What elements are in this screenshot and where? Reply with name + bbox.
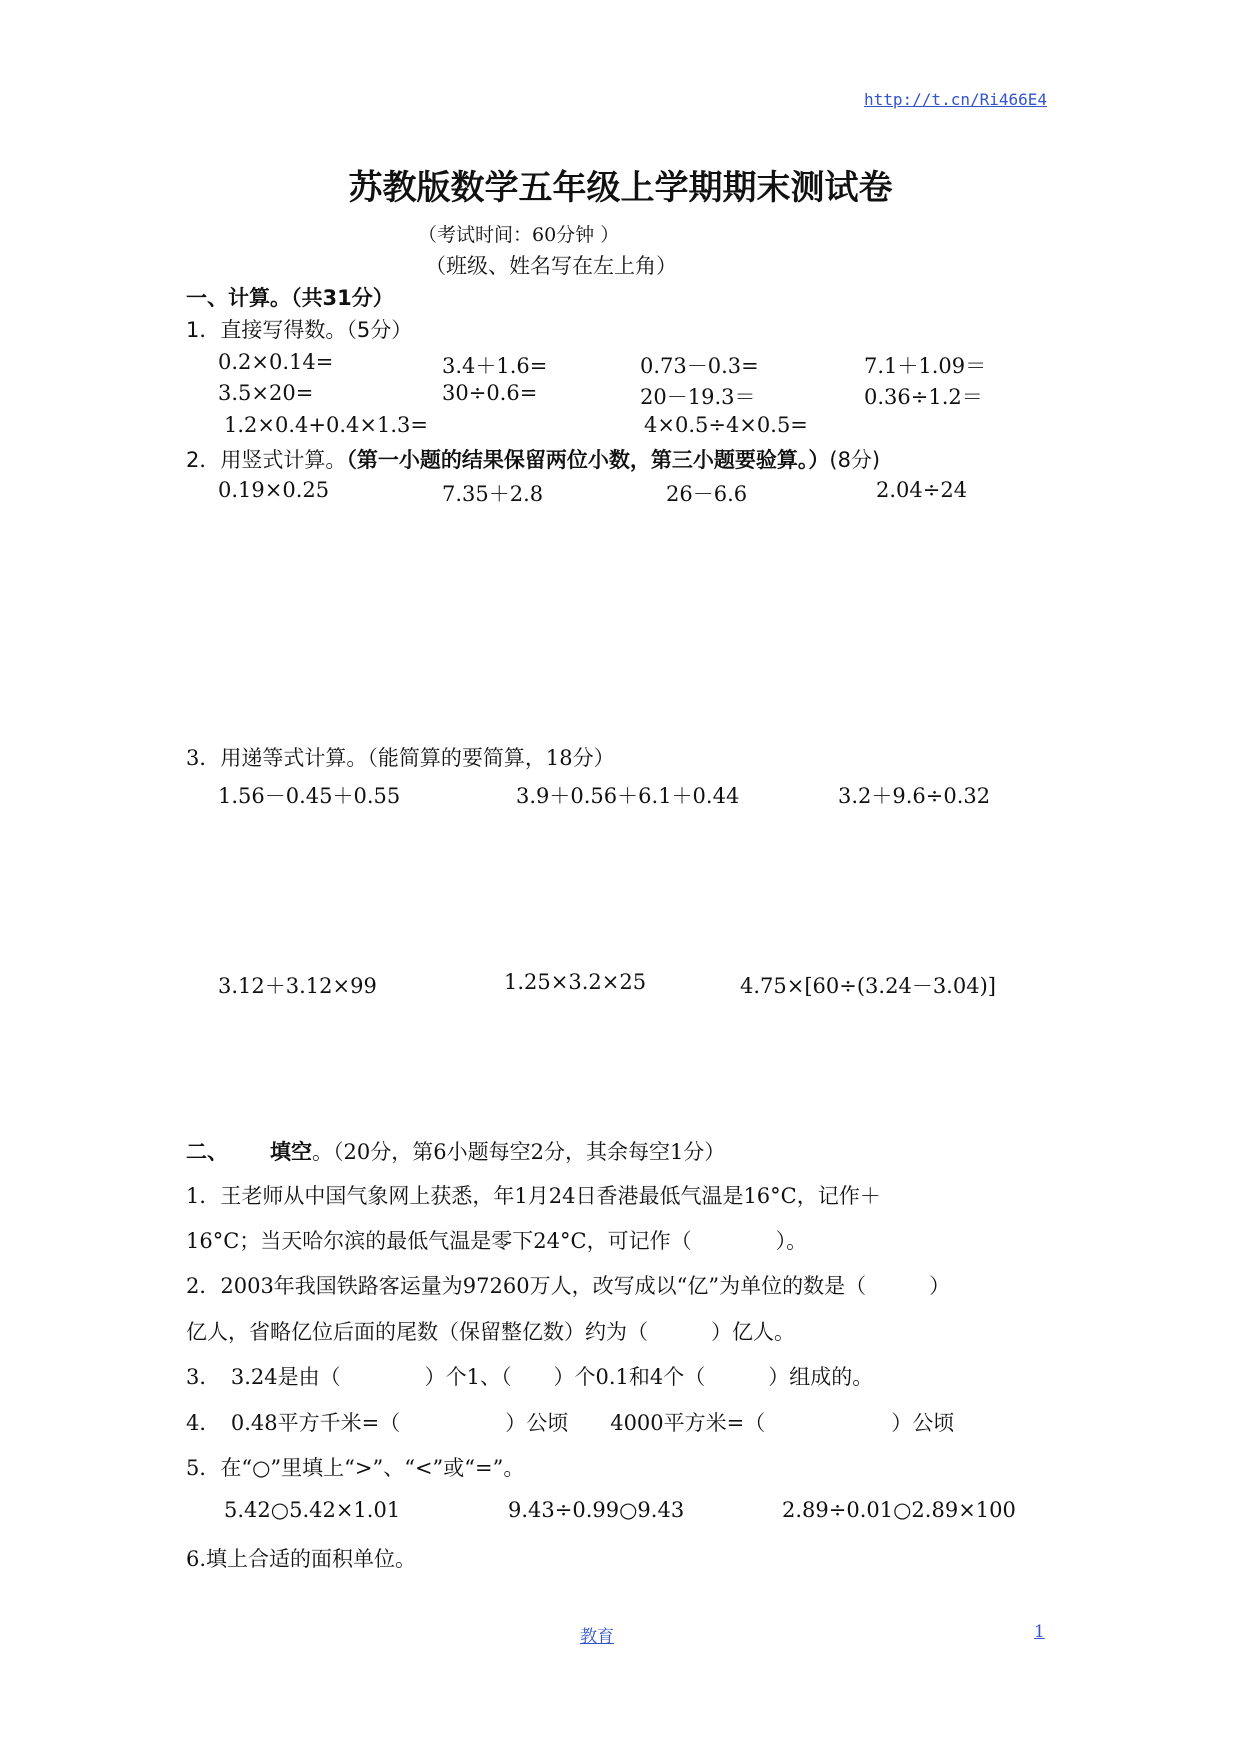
q1-item: 0.2×0.14=	[218, 350, 334, 374]
instructions: （班级、姓名写在左上角）	[425, 254, 677, 278]
page-title: 苏教版数学五年级上学期期末测试卷	[348, 168, 893, 208]
q2-item: 26－6.6	[666, 482, 748, 506]
section-2-heading	[186, 1136, 725, 1166]
q3-item: 3.2＋9.6÷0.32	[838, 784, 991, 808]
q1-item: 4×0.5÷4×0.5=	[644, 413, 808, 437]
q1-item: 3.5×20=	[218, 381, 314, 405]
fill-line: 4． 0.48平方千米=（ ）公顷 4000平方米=（ ）公顷	[186, 1411, 955, 1435]
q3-item: 3.12＋3.12×99	[218, 974, 377, 998]
exam-time: （考试时间：60分钟 ）	[418, 224, 620, 246]
q1-item: 1.2×0.4+0.4×1.3=	[224, 413, 428, 437]
fill-line: 2．2003年我国铁路客运量为97260万人，改写成以“亿”为单位的数是（ ）	[186, 1274, 951, 1298]
q2-item: 7.35＋2.8	[442, 482, 544, 506]
section-1-heading: 一、计算。（共31分）	[186, 286, 394, 310]
q1-item: 3.4＋1.6=	[442, 354, 548, 378]
q2-note: （第一小题的结果保留两位小数，第三小题要验算。）	[346, 448, 830, 472]
q1-item: 30÷0.6=	[442, 381, 538, 405]
q6-label: 6.填上合适的面积单位。	[186, 1547, 417, 1571]
section-2-note: 。（20分，第6小题每空2分，其余每空1分）	[312, 1140, 726, 1164]
section-2-title: 填空	[270, 1140, 312, 1164]
q1-item: 7.1＋1.09＝	[864, 354, 987, 378]
fill-line: 3． 3.24是由（ ）个1、（ ）个0.1和4个（ ）组成的。	[186, 1365, 874, 1389]
q2-text: 2．用竖式计算。	[186, 448, 347, 472]
footer-link[interactable]: 教育	[580, 1627, 614, 1647]
compare-item: 9.43÷0.99○9.43	[508, 1498, 685, 1522]
compare-item: 2.89÷0.01○2.89×100	[782, 1498, 1016, 1522]
q2-item: 0.19×0.25	[218, 478, 330, 502]
fill-line: 1．王老师从中国气象网上获悉，年1月24日香港最低气温是16°C，记作＋	[186, 1184, 881, 1208]
header-link[interactable]: http://t.cn/Ri466E4	[864, 90, 1048, 109]
section-2-number: 二、	[186, 1140, 228, 1164]
q2-label	[186, 444, 880, 474]
compare-item: 5.42○5.42×1.01	[224, 1498, 401, 1522]
fill-line: 亿人，省略亿位后面的尾数（保留整亿数）约为（ ）亿人。	[186, 1320, 795, 1344]
q3-item: 1.56－0.45＋0.55	[218, 784, 401, 808]
q1-label: 1．直接写得数。（5分）	[186, 318, 413, 342]
page-number[interactable]: 1	[1034, 1622, 1045, 1642]
q3-label: 3．用递等式计算。（能简算的要简算，18分）	[186, 746, 615, 770]
q2-points: (8分)	[829, 448, 881, 472]
q2-item: 2.04÷24	[876, 478, 968, 502]
q1-item: 0.36÷1.2＝	[864, 385, 983, 409]
q1-item: 0.73－0.3=	[640, 354, 759, 378]
q3-item: 4.75×[60÷(3.24－3.04)]	[740, 974, 996, 998]
q3-item: 1.25×3.2×25	[504, 970, 647, 994]
q1-item: 20－19.3＝	[640, 385, 756, 409]
fill-line: 16°C；当天哈尔滨的最低气温是零下24°C，可记作（ ）。	[186, 1229, 808, 1253]
fill-line: 5．在“○”里填上“>”、“<”或“=”。	[186, 1456, 525, 1480]
q3-item: 3.9＋0.56＋6.1＋0.44	[516, 784, 740, 808]
